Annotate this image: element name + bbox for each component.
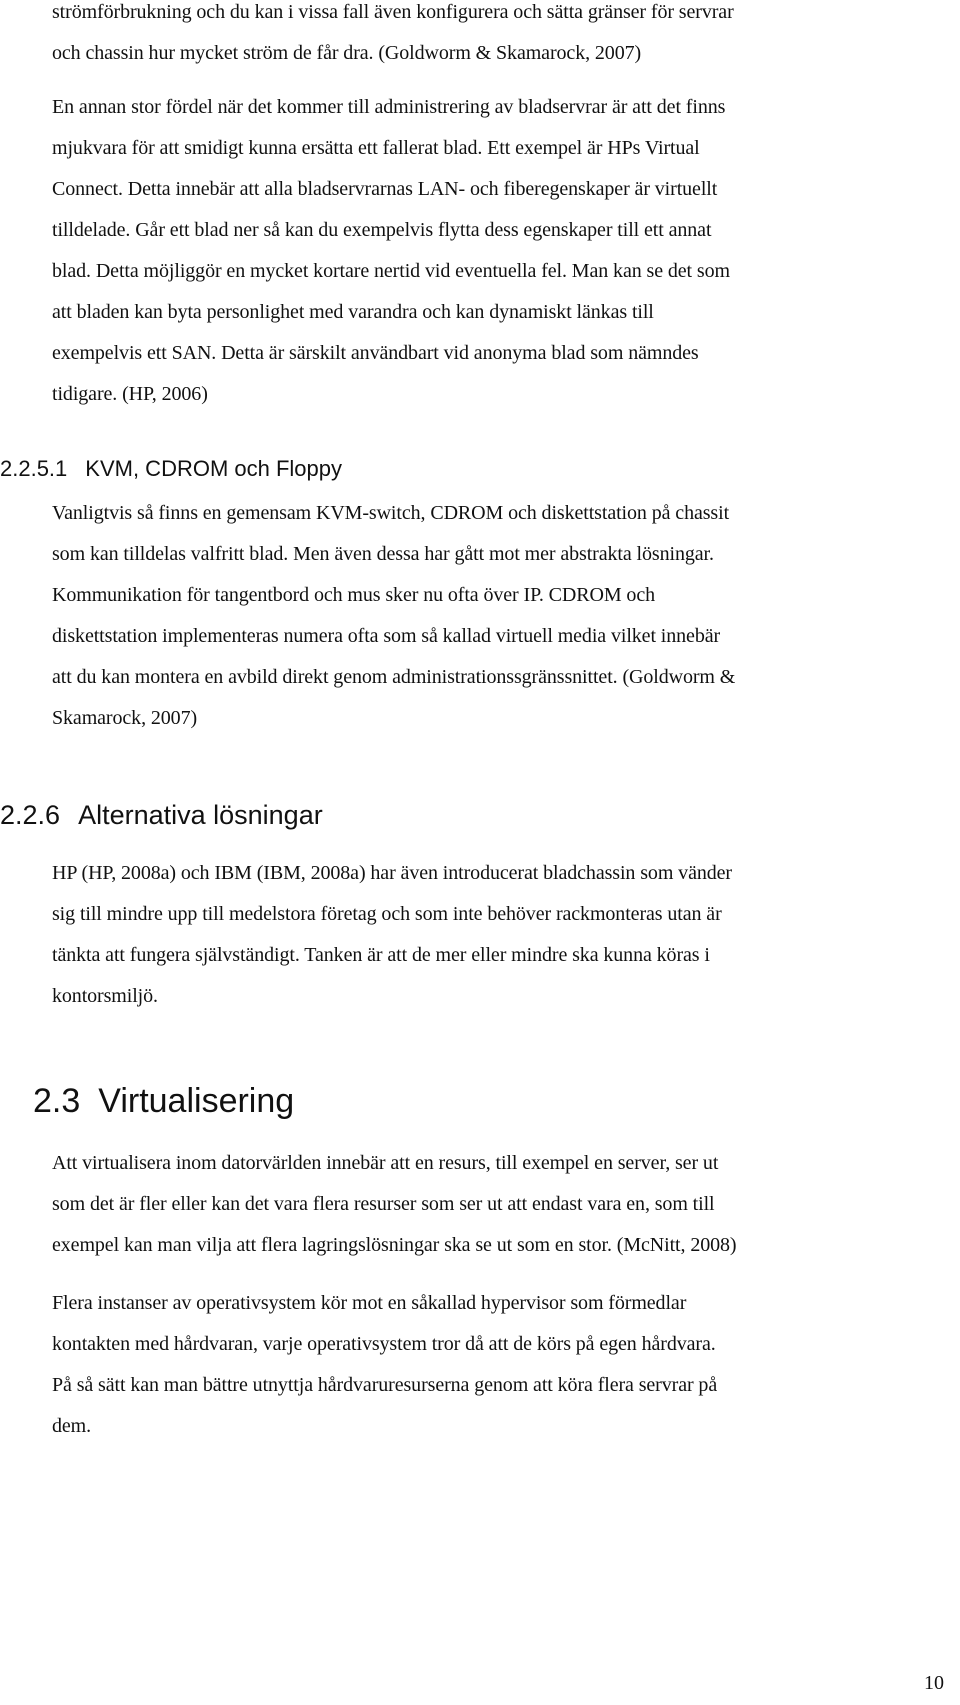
text-line: kontorsmiljö. (52, 985, 158, 1007)
text-line: diskettstation implementeras numera ofta som så kallad virtuell media vilket innebär (52, 625, 721, 647)
text-line: exempel kan man vilja att flera lagringslösningar ska se ut som en stor. (McNitt, 2008) (52, 1234, 737, 1256)
text-line: Kommunikation för tangentbord och mus sker nu ofta över IP. CDROM och (52, 584, 656, 606)
text-line: blad. Detta möjliggör en mycket kortare nertid vid eventuella fel. Man kan se det som (52, 260, 730, 282)
text-line: Att virtualisera inom datorvärlden innebär att en resurs, till exempel en server, ser ut (52, 1152, 719, 1174)
text-line: som det är fler eller kan det vara flera resurser som ser ut att endast vara en, som till (52, 1193, 715, 1215)
text-line: tidigare. (HP, 2006) (52, 383, 208, 405)
text-line: sig till mindre upp till medelstora företag och som inte behöver rackmonteras utan är (52, 903, 722, 925)
heading-number: 2.2.6 (0, 800, 61, 830)
paragraph-kvm (52, 493, 892, 739)
paragraph-power-limits (52, 0, 892, 74)
heading-kvm-cdrom-floppy (0, 456, 342, 482)
paragraph-hypervisor (52, 1283, 892, 1447)
paragraph-alternatives (52, 853, 892, 1017)
heading-number: 2.2.5.1 (0, 456, 68, 481)
text-line: Vanligtvis så finns en gemensam KVM-switch, CDROM och diskettstation på chassit (52, 502, 730, 524)
text-line: dem. (52, 1415, 92, 1437)
text-line: som kan tilldelas valfritt blad. Men även dessa har gått mot mer abstrakta lösningar. (52, 543, 714, 565)
text-line: att du kan montera en avbild direkt genom administrationssgränssnittet. (Goldworm & (52, 666, 736, 688)
heading-title: KVM, CDROM och Floppy (85, 456, 343, 481)
heading-virtualisering (33, 1082, 294, 1121)
heading-alternativa-losningar (0, 800, 323, 831)
text-line: Skamarock, 2007) (52, 707, 198, 729)
paragraph-virtual-connect (52, 87, 892, 415)
text-line: mjukvara för att smidigt kunna ersätta ett fallerat blad. Ett exempel är HPs Virtual (52, 137, 700, 159)
text-line: En annan stor fördel när det kommer till administrering av bladservrar är att det finns (52, 96, 726, 118)
text-line: strömförbrukning och du kan i vissa fall även konfigurera och sätta gränser för servrar (52, 1, 734, 23)
page-number: 10 (924, 1672, 944, 1694)
text-line: HP (HP, 2008a) och IBM (IBM, 2008a) har även introducerat bladchassin som vänder (52, 862, 732, 884)
heading-title: Alternativa lösningar (78, 800, 323, 830)
text-line: att bladen kan byta personlighet med varandra och kan dynamiskt länkas till (52, 301, 654, 323)
heading-title: Virtualisering (98, 1082, 295, 1120)
text-line: tänkta att fungera självständigt. Tanken är att de mer eller mindre ska kunna köras i (52, 944, 710, 966)
heading-number: 2.3 (33, 1082, 81, 1120)
text-line: Flera instanser av operativsystem kör mot en såkallad hypervisor som förmedlar (52, 1292, 687, 1314)
text-line: exempelvis ett SAN. Detta är särskilt användbart vid anonyma blad som nämndes (52, 342, 699, 364)
text-line: och chassin hur mycket ström de får dra. (Goldworm & Skamarock, 2007) (52, 42, 642, 64)
text-line: tilldelade. Går ett blad ner så kan du exempelvis flytta dess egenskaper till ett annat (52, 219, 712, 241)
text-line: På så sätt kan man bättre utnyttja hårdvaruresurserna genom att köra flera servrar på (52, 1374, 718, 1396)
text-line: Connect. Detta innebär att alla bladservrarnas LAN- och fiberegenskaper är virtuellt (52, 178, 718, 200)
text-line: kontakten med hårdvaran, varje operativsystem tror då att de körs på egen hårdvara. (52, 1333, 716, 1355)
paragraph-virtualization-definition (52, 1143, 892, 1266)
